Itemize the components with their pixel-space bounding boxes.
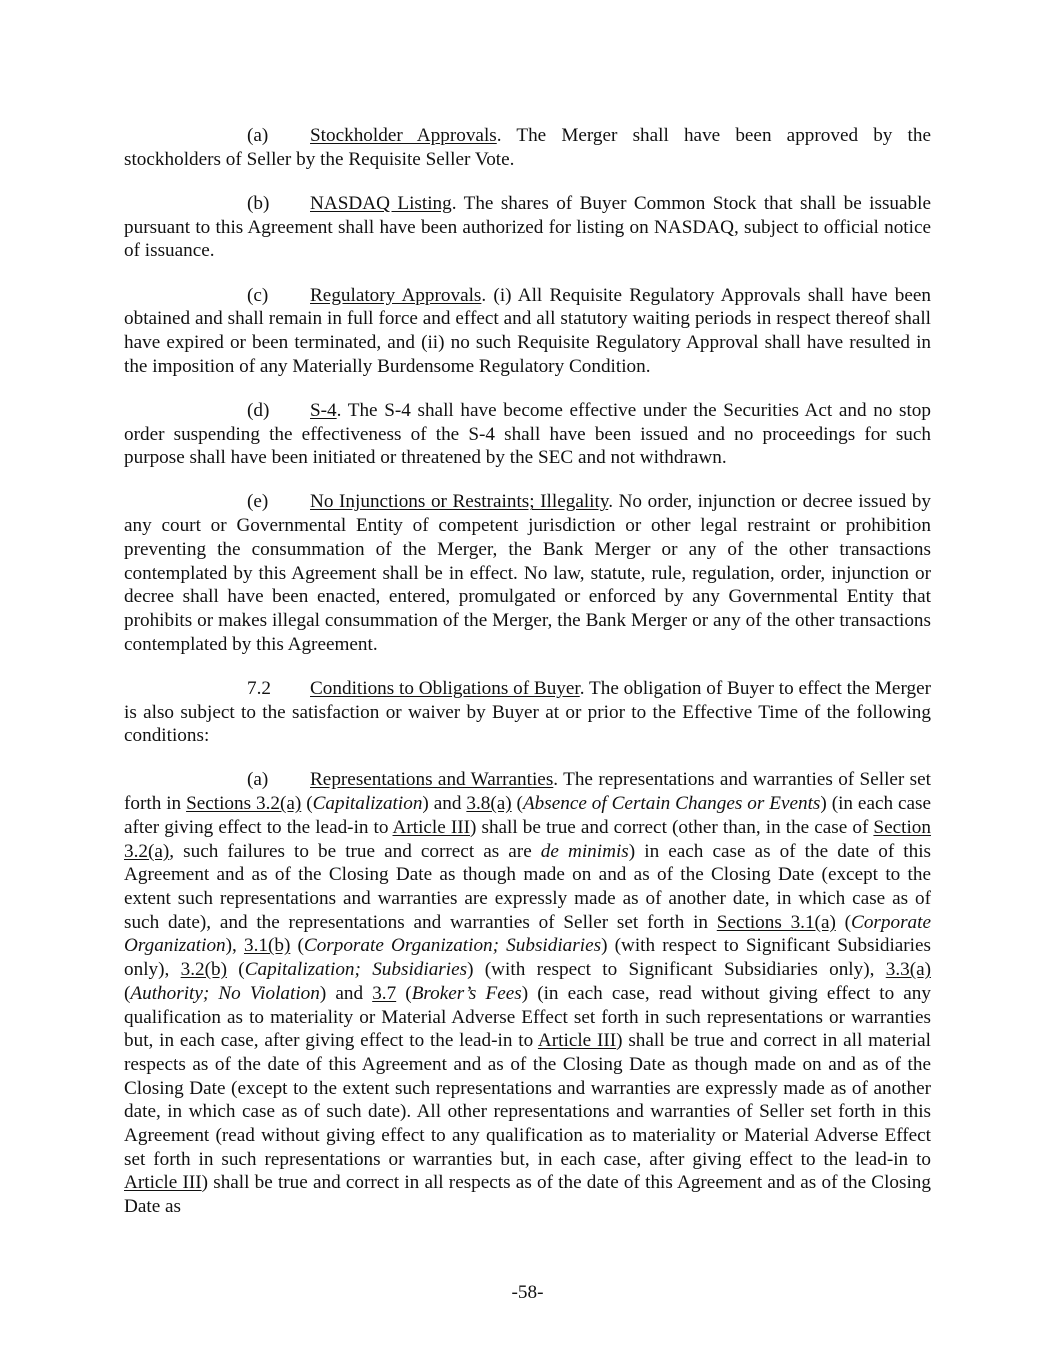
paragraph-heading: Representations and Warranties: [310, 769, 554, 791]
condition-no-injunctions: [124, 490, 931, 656]
text-run: (: [290, 935, 304, 957]
section-reference: Section 3.2(a): [124, 816, 931, 862]
text-run: ),: [225, 935, 244, 957]
text-run: ) in each case as of the date of this Agreement and as of the Closing Date as though made on and as of the Closing Date (except to the extent such representations and warranties are expressly made as of another date, in which case as of such date), and the representations and warranties of Seller set forth in: [124, 840, 932, 933]
paragraph-text: . The obligation of Buyer to effect the Merger is also subject to the satisfaction or waiver by Buyer at or prior to the Effective Time of the following conditions:: [124, 677, 931, 747]
condition-s4: [124, 399, 931, 470]
text-run: ) shall be true and correct in all material respects as of the date of this Agreement and as of the Closing Date as though made on and as of the Closing Date (except to the extent such representations and warranties are expressly made as of another date, in which case as of such date). All other representations and warranties of Seller set forth in this Agreement (read without giving effect to any qualification as to materiality or Material Adverse Effect set forth in such representations or warranties but, in each case, after giving effect to the lead-in to: [124, 1030, 931, 1170]
italic-term: de minimis: [540, 840, 629, 862]
text-run: ) and: [319, 982, 373, 1004]
text-run: ) (in each case, read without giving effect to any qualification as to materiality or Material Adverse Effect set forth in such representations or warranties but, in each case, after giving effect to the lead-in to: [124, 982, 931, 1052]
page-number: -58-: [511, 1282, 544, 1303]
paragraph-text: . (i) All Requisite Regulatory Approvals shall have been obtained and shall remain in full force and effect and all statutory waiting periods in respect thereof shall have expired or been terminated, and (ii) no such Requisite Regulatory Approval shall have resulted in the imposition of any Materially Burdensome Regulatory Condition.: [124, 284, 932, 377]
condition-stockholder-approvals: [124, 124, 931, 171]
text-run: (: [226, 959, 245, 981]
paragraph-label: (a): [247, 769, 269, 791]
section-reference: Article III: [392, 816, 471, 838]
document-body: [124, 124, 931, 1239]
paragraph-text: . No order, injunction or decree issued by any court or Governmental Entity of competent jurisdiction or other legal restraint or prohibition preventing the consummation of the Merger, the Bank Merger or any of the other transactions contemplated by this Agreement shall be in effect. No law, statute, rule, regulation, order, injunction or decree shall have been enacted, entered, promulgated or enforced by any Governmental Entity that prohibits or makes illegal consummation of the Merger, the Bank Merger or any of the other transactions contemplated by this Agreement.: [124, 491, 931, 655]
text-run: ) and: [422, 793, 467, 815]
section-7-2-buyer-conditions: [124, 677, 931, 748]
section-reference: 3.8(a): [466, 793, 512, 815]
text-run: (: [396, 982, 412, 1004]
italic-term: Corporate Organization: [124, 911, 931, 957]
italic-term: Broker’s Fees: [411, 982, 522, 1004]
section-reference: Sections 3.2(a): [186, 793, 302, 815]
section-heading: Conditions to Obligations of Buyer: [310, 677, 580, 699]
text-run: ) (in each case after giving effect to the lead-in to: [124, 793, 932, 838]
paragraph-text: . The Merger shall have been approved by the stockholders of Seller by the Requisite Seller Vote.: [124, 125, 931, 170]
paragraph-heading: NASDAQ Listing: [310, 192, 452, 214]
section-reference: Sections 3.1(a): [716, 911, 836, 933]
section-reference: 3.1(b): [243, 935, 291, 957]
italic-term: Capitalization: [312, 793, 423, 815]
paragraph-text: . The shares of Buyer Common Stock that shall be issuable pursuant to this Agreement shall have been authorized for listing on NASDAQ, subject to official notice of issuance.: [124, 192, 931, 262]
paragraph-label: (e): [247, 491, 269, 513]
italic-term: Authority; No Violation: [130, 982, 320, 1004]
section-reference: Article III: [537, 1030, 617, 1052]
text-run: (: [835, 911, 852, 933]
paragraph-heading: No Injunctions or Restraints; Illegality: [310, 491, 609, 513]
paragraph-heading: Regulatory Approvals: [310, 284, 482, 306]
italic-term: Absence of Certain Changes or Events: [522, 793, 821, 815]
paragraph-label: (b): [247, 192, 270, 214]
paragraph-heading: Stockholder Approvals: [310, 125, 497, 146]
condition-representations-warranties: [124, 768, 931, 1218]
text-run: , such failures to be true and correct as are: [169, 840, 541, 862]
condition-regulatory-approvals: [124, 284, 931, 379]
text-run: (: [301, 793, 313, 815]
text-run: (: [124, 982, 131, 1004]
text-run: (: [511, 793, 523, 815]
paragraph-label: (c): [247, 284, 269, 306]
text-run: . The representations and warranties of Seller set forth in: [124, 769, 932, 815]
text-run: ) shall be true and correct (other than, in the case of: [470, 816, 874, 838]
text-run: ) (with respect to Significant Subsidiaries only),: [467, 959, 886, 981]
paragraph-text: . The S-4 shall have become effective under the Securities Act and no stop order suspending the effectiveness of the S-4 shall have been issued and no proceedings for such purpose shall have been initiated or threatened by the SEC and not withdrawn.: [124, 399, 931, 469]
section-reference: 3.7: [372, 982, 397, 1004]
condition-nasdaq-listing: [124, 192, 931, 263]
text-run: ) shall be true and correct in all respects as of the date of this Agreement and as of the Closing Date as: [124, 1172, 931, 1218]
text-run: ) (with respect to Significant Subsidiaries only),: [124, 935, 931, 981]
paragraph-heading: S-4: [310, 399, 337, 421]
section-reference: 3.3(a): [885, 959, 931, 981]
italic-term: Capitalization; Subsidiaries: [244, 959, 468, 981]
italic-term: Corporate Organization; Subsidiaries: [303, 935, 602, 957]
paragraph-label: (d): [247, 399, 270, 421]
section-number: 7.2: [247, 677, 271, 699]
section-reference: 3.2(b): [180, 959, 227, 981]
paragraph-label: (a): [247, 125, 269, 146]
section-reference: Article III: [124, 1172, 202, 1194]
